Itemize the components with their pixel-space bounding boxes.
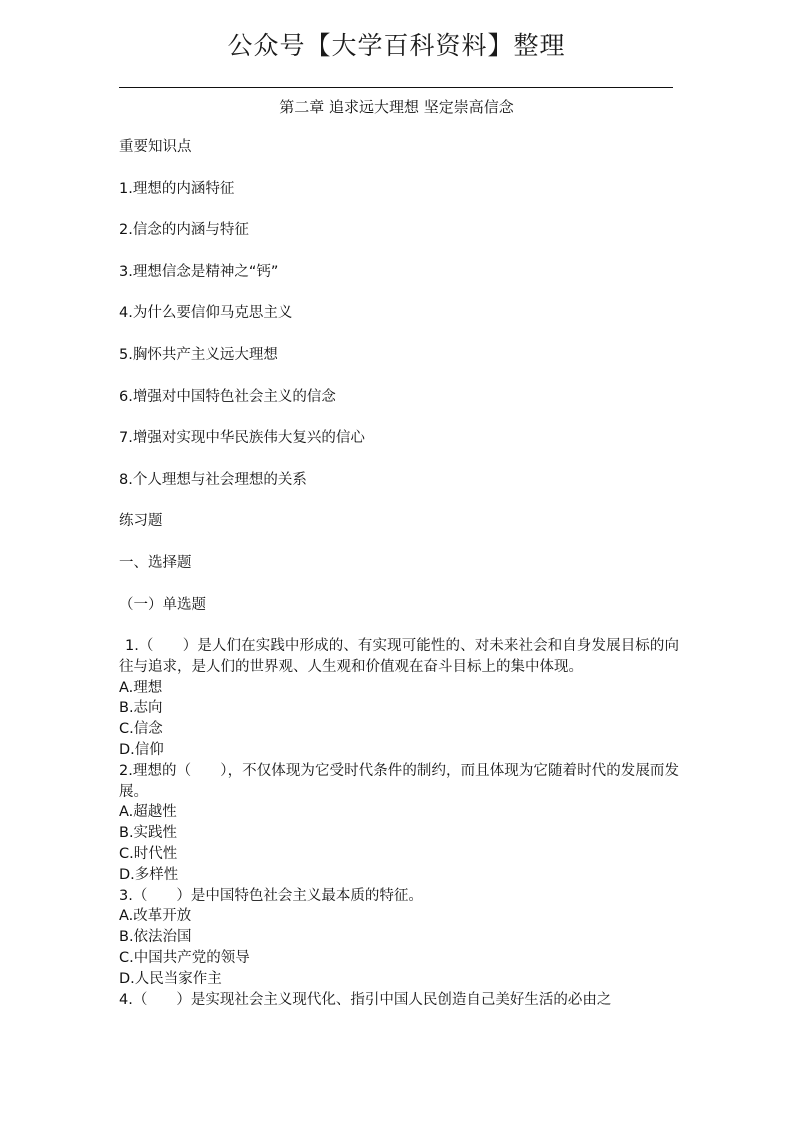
key-point-item: 5.胸怀共产主义远大理想 <box>119 346 278 363</box>
key-points-section <box>119 136 675 635</box>
question-stem: 1.（ ）是人们在实践中形成的、有实现可能性的、对未来社会和自身发展目标的向往与追求，是人们的世界观、人生观和价值观在奋斗目标上的集中体现。 <box>119 638 679 675</box>
question-stem: 3.（ ）是中国特色社会主义最本质的特征。 <box>119 887 423 904</box>
key-point-item: 4.为什么要信仰马克思主义 <box>119 305 293 322</box>
header-divider <box>119 87 673 88</box>
option: C.信念 <box>119 721 163 738</box>
key-point-item: 3.理想信念是精神之“钙” <box>119 263 279 280</box>
option: D.信仰 <box>119 741 164 758</box>
section-heading: 一、选择题 <box>119 554 192 571</box>
questions-list <box>119 636 679 1010</box>
option: B.志向 <box>119 700 163 717</box>
option: A.改革开放 <box>119 908 192 925</box>
question <box>119 990 679 1011</box>
option: C.时代性 <box>119 845 178 862</box>
question <box>119 886 679 990</box>
key-point-item: 7.增强对实现中华民族伟大复兴的信心 <box>119 430 365 447</box>
key-point-item: 8.个人理想与社会理想的关系 <box>119 471 307 488</box>
option: A.理想 <box>119 679 163 696</box>
option: C.中国共产党的领导 <box>119 949 250 966</box>
question <box>119 761 679 886</box>
chapter-title: 第二章 追求远大理想 坚定崇高信念 <box>279 98 514 116</box>
page-header: 公众号【大学百科资料】整理 <box>227 31 566 60</box>
key-point-item: 1.理想的内涵特征 <box>119 180 235 197</box>
subsection-heading: （一）单选题 <box>119 596 206 613</box>
option: B.实践性 <box>119 825 178 842</box>
option: B.依法治国 <box>119 929 192 946</box>
option: D.人民当家作主 <box>119 970 222 987</box>
question <box>119 636 679 761</box>
question-stem: 2.理想的（ ），不仅体现为它受时代条件的制约，而且体现为它随着时代的发展而发展。 <box>119 762 679 800</box>
option: A.超越性 <box>119 804 177 821</box>
key-point-item: 2.信念的内涵与特征 <box>119 222 249 239</box>
key-points-heading: 重要知识点 <box>119 139 192 155</box>
option: D.多样性 <box>119 866 179 883</box>
key-point-item: 6.增强对中国特色社会主义的信念 <box>119 388 336 405</box>
exercises-heading: 练习题 <box>119 513 163 530</box>
question-stem: 4.（ ）是实现社会主义现代化、指引中国人民创造自己美好生活的必由之 <box>119 991 612 1008</box>
